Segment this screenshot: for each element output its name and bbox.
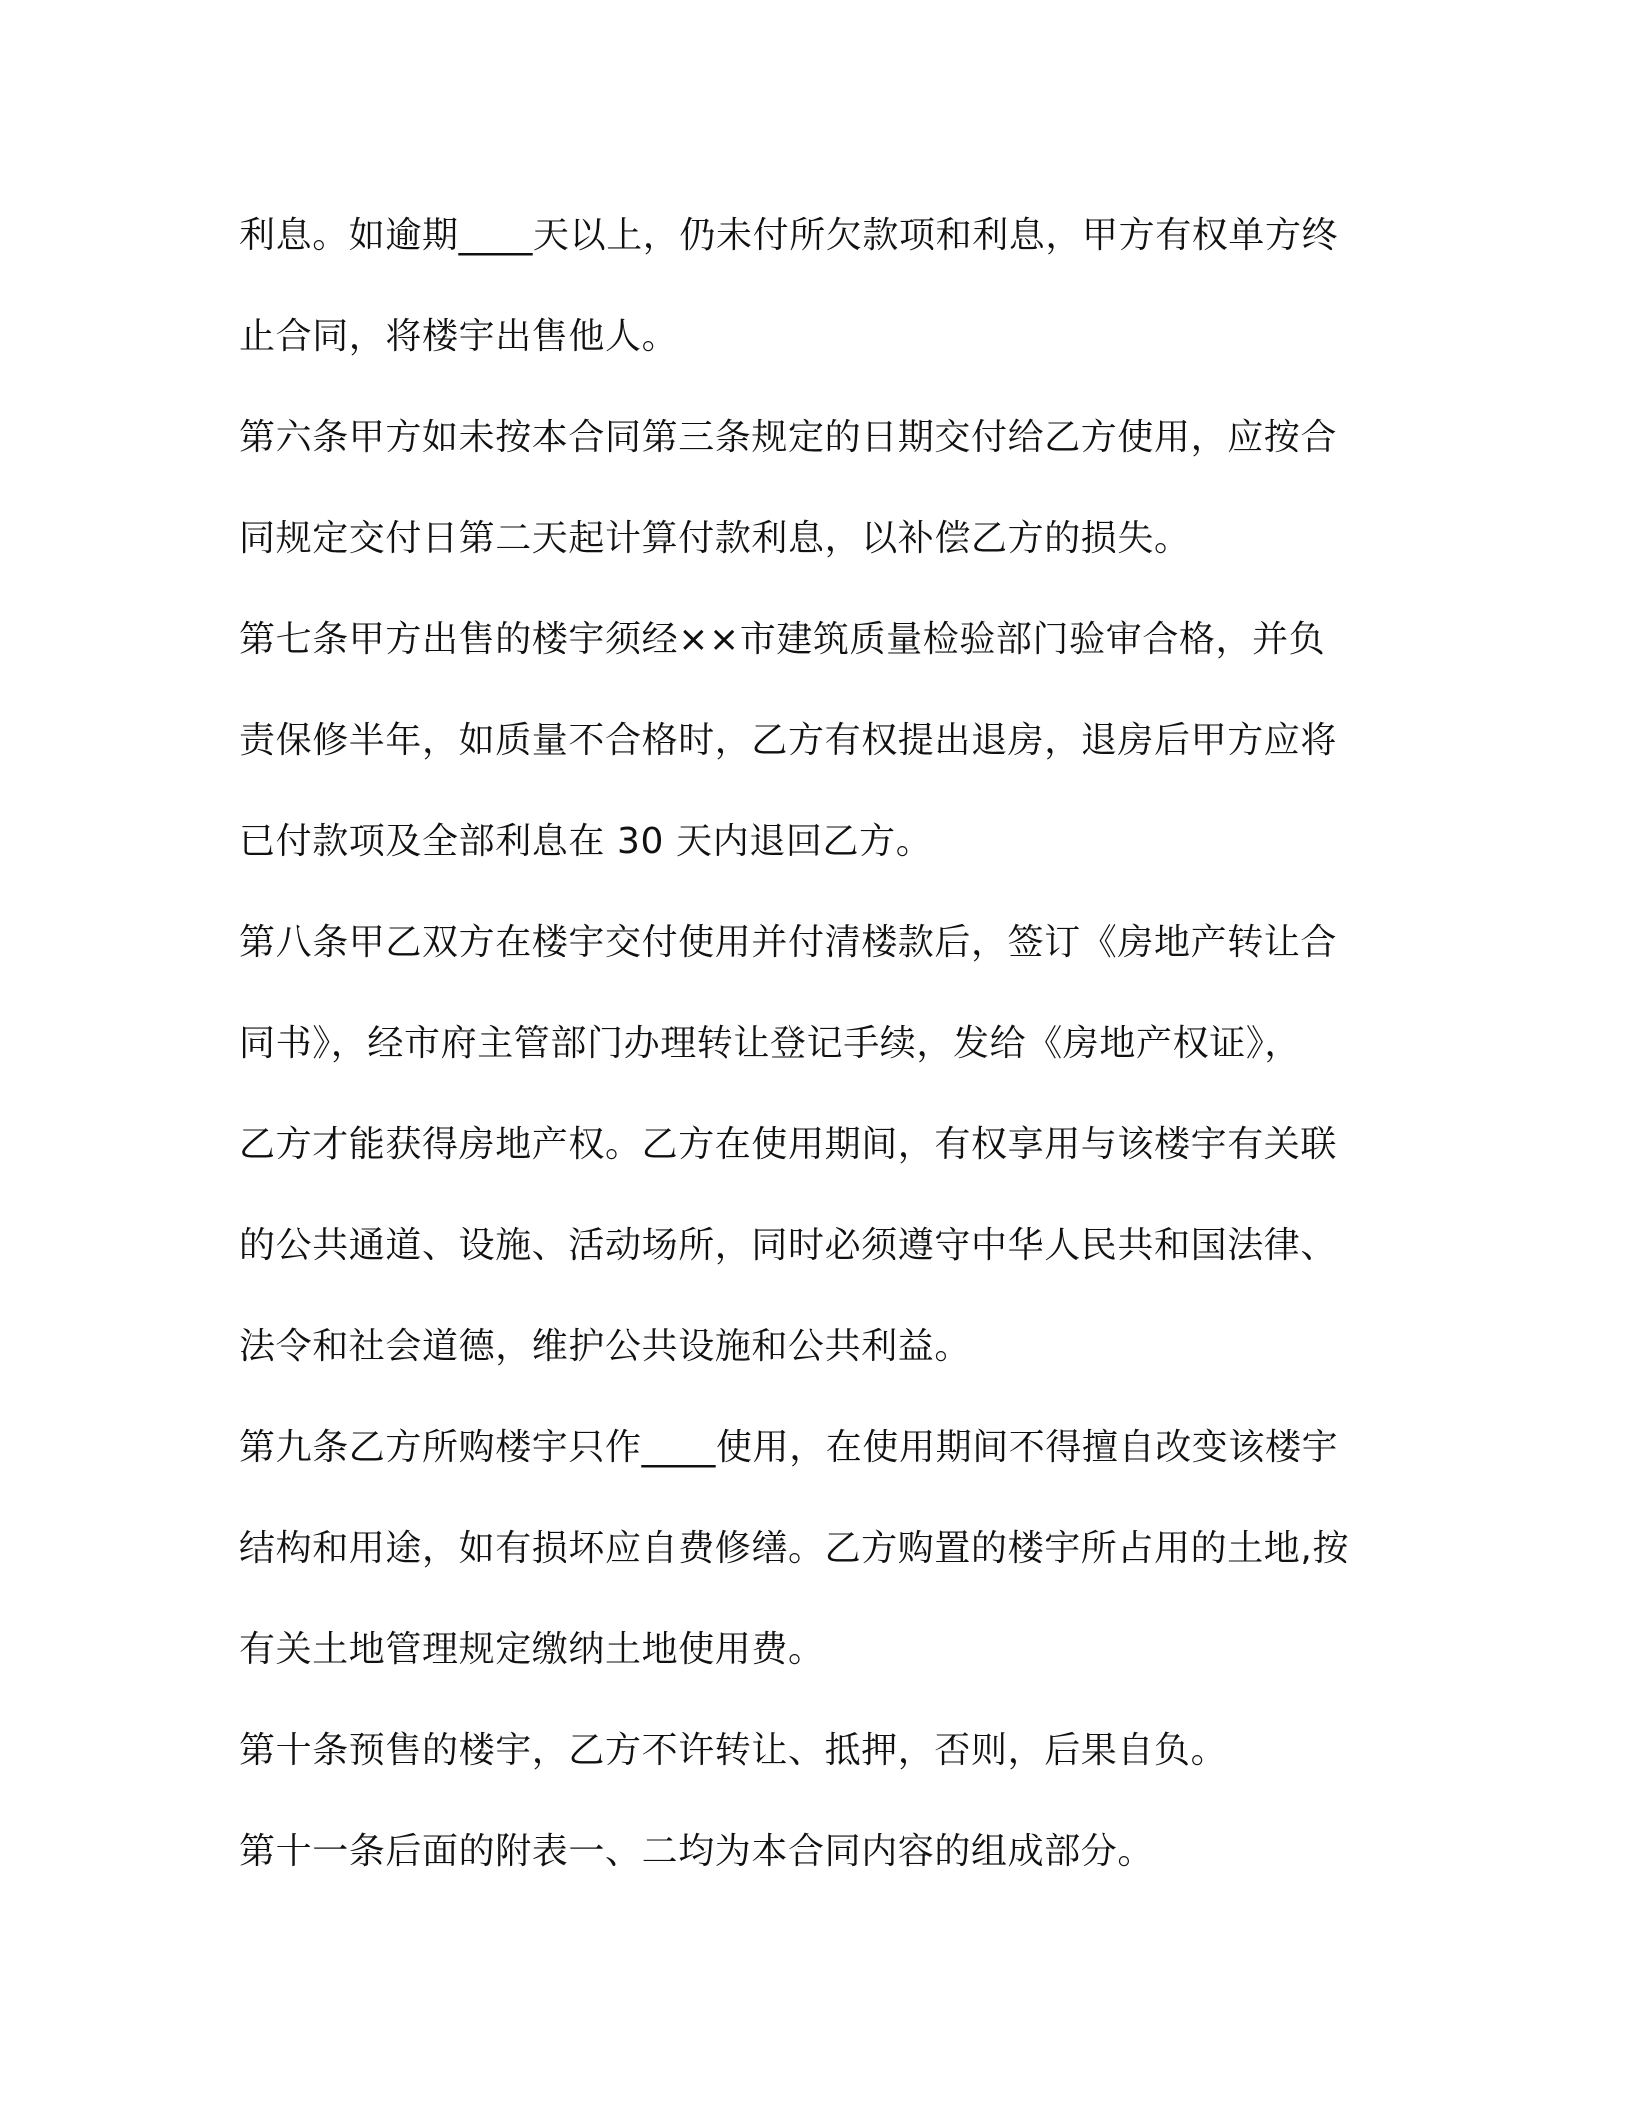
text-line: 利息。如逾期____天以上，仍未付所欠款项和利息，甲方有权单方终: [239, 215, 1339, 256]
text-line: 止合同，将楼宇出售他人。: [239, 316, 679, 357]
text-line: 同书》，经市府主管部门办理转让登记手续，发给《房地产权证》，: [239, 1023, 1302, 1064]
text-line: 第十条预售的楼宇，乙方不许转让、抵押，否则，后果自负。: [239, 1730, 1228, 1771]
contract-text: [239, 185, 1389, 1902]
text-line: 第六条甲方如未按本合同第三条规定的日期交付给乙方使用，应按合: [239, 417, 1338, 458]
text-line: 第七条甲方出售的楼宇须经××市建筑质量检验部门验审合格，并负: [239, 619, 1326, 660]
text-line: 法令和社会道德，维护公共设施和公共利益。: [239, 1326, 972, 1367]
text-line: 有关土地管理规定缴纳土地使用费。: [239, 1629, 825, 1670]
text-line: 第八条甲乙双方在楼宇交付使用并付清楼款后，签订《房地产转让合: [239, 922, 1338, 963]
text-line: 第十一条后面的附表一、二均为本合同内容的组成部分。: [239, 1831, 1155, 1872]
text-line: 第九条乙方所购楼宇只作____使用，在使用期间不得擅自改变该楼宇: [239, 1427, 1339, 1468]
text-line: 乙方才能获得房地产权。乙方在使用期间，有权享用与该楼宇有关联: [239, 1124, 1338, 1165]
text-line: 的公共通道、设施、活动场所，同时必须遵守中华人民共和国法律、: [239, 1225, 1338, 1266]
text-line: 责保修半年，如质量不合格时，乙方有权提出退房，退房后甲方应将: [239, 720, 1338, 761]
text-line: 结构和用途，如有损坏应自费修缮。乙方购置的楼宇所占用的土地,按: [239, 1528, 1350, 1569]
text-line: 已付款项及全部利息在 30 天内退回乙方。: [239, 821, 933, 862]
text-line: 同规定交付日第二天起计算付款利息，以补偿乙方的损失。: [239, 518, 1191, 559]
